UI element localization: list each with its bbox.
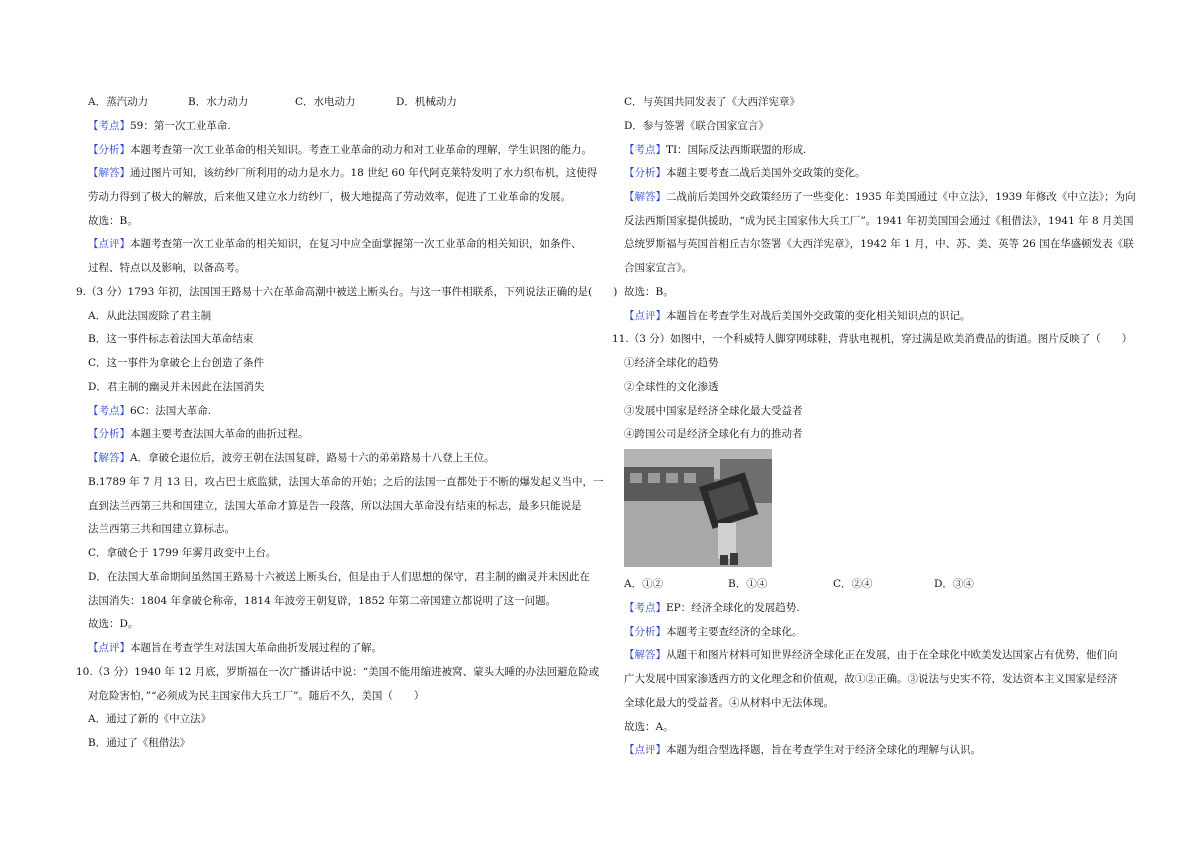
fenxi-tag: 【分析】 (624, 167, 666, 179)
q10-jieda-line3: 总统罗斯福与英国首相丘吉尔签署《大西洋宪章》，1942 年 1 月，中、苏、美、英等 26 国在华盛顿发表《联 (624, 238, 1134, 250)
q9-option-a: A．从此法国废除了君主制 (88, 310, 212, 322)
dianping-text: 本题旨在考查学生对战后美国外交政策的变化相关知识点的识记。 (666, 310, 971, 322)
q8-dianping (88, 238, 582, 251)
q11-options (624, 578, 974, 591)
q10-kaodian (624, 144, 807, 157)
q8-kaodian (88, 120, 231, 133)
q8-jieda-line2: 劳动力得到了极大的解放，后来他又建立水力纺纱厂，极大地提高了劳动效率，促进了工业革命的发展。 (88, 191, 571, 203)
jieda-tag: 【解答】 (88, 167, 130, 179)
q10-jieda (624, 191, 1136, 204)
q10-fenxi (624, 167, 866, 180)
q11-option-b: B．①④ (728, 578, 768, 590)
dianping-tag: 【点评】 (88, 642, 130, 654)
q9-option-d: D．君主制的幽灵并未因此在法国消失 (88, 381, 265, 393)
q9-c-line: C．拿破仑于 1799 年雾月政变中上台。 (88, 547, 277, 559)
q9-b-line2: 直到法兰西第三共和国建立，法国大革命才算是告一段落，所以法国大革命没有结束的标志，最多只能说是 (88, 500, 582, 512)
q8-options (88, 96, 457, 109)
kaodian-text: TI：国际反法西斯联盟的形成. (666, 144, 807, 156)
dianping-tag: 【点评】 (624, 310, 666, 322)
fenxi-text: 本题主要考查二战后美国外交政策的变化。 (666, 167, 866, 179)
fenxi-text: 本题主要考查法国大革命的曲折过程。 (130, 428, 309, 440)
jieda-text: 从题干和图片材料可知世界经济全球化正在发展，由于在全球化中欧美发达国家占有优势，他们向 (666, 649, 1118, 661)
kaodian-tag: 【考点】 (88, 405, 130, 417)
q10-option-a: A．通过了新的《中立法》 (88, 713, 212, 725)
q11-option-a: A．①② (624, 578, 664, 590)
kaodian-text: EP：经济全球化的发展趋势. (666, 602, 800, 614)
kaodian-text: 59：第一次工业革命. (130, 120, 231, 132)
photo-kuwaiti-man-carrying-tv (624, 449, 772, 567)
q11-fenxi (624, 626, 803, 639)
q8-answer: 故选：B。 (88, 215, 138, 227)
q10-stem-line2: 对危险害怕，”“必须成为民主国家伟大兵工厂”。随后不久，美国（ ） (88, 690, 425, 702)
q11-kaodian (624, 602, 800, 615)
dianping-text: 本题旨在考查学生对法国大革命曲折发展过程的了解。 (130, 642, 382, 654)
q9-option-b: B．这一事件标志着法国大革命结束 (88, 333, 254, 345)
q11-jieda-line3: 全球化最大的受益者。④从材料中无法体现。 (624, 697, 834, 709)
jieda-text: 二战前后美国外交政策经历了一些变化：1935 年美国通过《中立法》，1939 年修改《中立法》；为向 (666, 191, 1136, 203)
q11-jieda-line2: 广大发展中国家渗透西方的文化理念和价值观，故①②正确。③说法与史实不符，发达资本主义国家是经济 (624, 673, 1118, 685)
q9-fenxi (88, 428, 309, 441)
q9-dianping (88, 642, 382, 655)
q9-stem: 9.（3 分）1793 年初，法国国王路易十六在革命高潮中被送上断头台。与这一事件相联系，下列说法正确的是( ) (76, 286, 618, 298)
q8-dianping-line2: 过程、特点以及影响，以备高考。 (88, 262, 246, 274)
q10-dianping (624, 310, 971, 323)
q11-item-3: ③发展中国家是经济全球化最大受益者 (624, 405, 803, 417)
q8-option-d: D．机械动力 (396, 96, 457, 108)
dianping-text: 本题为组合型选择题，旨在考查学生对于经济全球化的理解与认识。 (666, 744, 981, 756)
kaodian-tag: 【考点】 (624, 602, 666, 614)
q11-option-d: D．③④ (934, 578, 974, 590)
q9-b-line1: B.1789 年 7 月 13 日，攻占巴士底监狱，法国大革命的开始；之后的法国一直都处于不断的爆发起义当中，一 (88, 476, 604, 488)
q8-option-a: A．蒸汽动力 (88, 96, 149, 108)
q11-dianping (624, 744, 981, 757)
q11-jieda (624, 649, 1118, 662)
dianping-tag: 【点评】 (624, 744, 666, 756)
q9-answer: 故选：D。 (88, 618, 139, 630)
q11-stem: 11.（3 分）如图中，一个科威特人脚穿网球鞋，背驮电视机，穿过满是欧美消费品的街道。图片反映了（ ） (612, 333, 1133, 345)
q9-d-line1: D．在法国大革命期间虽然国王路易十六被送上断头台，但是由于人们思想的保守，君主制的幽灵并未因此在 (88, 571, 590, 583)
fenxi-tag: 【分析】 (88, 144, 130, 156)
fenxi-text: 本题考主要查经济的全球化。 (666, 626, 803, 638)
jieda-tag: 【解答】 (624, 649, 666, 661)
q10-answer: 故选：B。 (624, 286, 674, 298)
q10-jieda-line2: 反法西斯国家提供援助，“成为民主国家伟大兵工厂”。1941 年初美国国会通过《租借法》，1941 年 8 月美国 (624, 215, 1134, 227)
q9-kaodian (88, 405, 211, 418)
jieda-text: A．拿破仑退位后，波旁王朝在法国复辟，路易十六的弟弟路易十八登上王位。 (130, 452, 495, 464)
dianping-text: 本题考查第一次工业革命的相关知识，在复习中应全面掌握第一次工业革命的相关知识，如条件、 (130, 238, 582, 250)
q8-option-c: C．水电动力 (295, 96, 356, 108)
dianping-tag: 【点评】 (88, 238, 130, 250)
kaodian-tag: 【考点】 (88, 120, 130, 132)
q11-answer: 故选：A。 (624, 721, 674, 733)
photo-illustration (624, 449, 772, 567)
q10-stem-line1: 10.（3 分）1940 年 12 月底，罗斯福在一次广播讲话中说：“美国不能用缩进被窝、蒙头大睡的办法回避危险或 (76, 666, 600, 678)
q10-option-d: D．参与签署《联合国家宣言》 (624, 120, 769, 132)
q11-option-c: C．②④ (833, 578, 873, 590)
q9-b-line3: 法兰西第三共和国建立算标志。 (88, 523, 235, 535)
kaodian-text: 6C：法国大革命. (130, 405, 212, 417)
q10-option-c: C．与英国共同发表了《大西洋宪章》 (624, 96, 801, 108)
fenxi-text: 本题考查第一次工业革命的相关知识。考查工业革命的动力和对工业革命的理解，学生识图的能力。 (130, 144, 592, 156)
q8-fenxi (88, 144, 592, 157)
q8-jieda (88, 167, 597, 180)
q9-jieda (88, 452, 495, 465)
q10-jieda-line4: 合国家宣言》。 (624, 262, 693, 274)
q9-option-c: C．这一事件为拿破仑上台创造了条件 (88, 357, 265, 369)
jieda-text: 通过图片可知，该纺纱厂所利用的动力是水力。18 世纪 60 年代阿克莱特发明了水力织布机，这使得 (130, 167, 598, 179)
q11-item-4: ④跨国公司是经济全球化有力的推动者 (624, 428, 803, 440)
q8-option-b: B．水力动力 (188, 96, 249, 108)
q10-option-b: B．通过了《租借法》 (88, 737, 191, 749)
kaodian-tag: 【考点】 (624, 144, 666, 156)
fenxi-tag: 【分析】 (624, 626, 666, 638)
q9-d-line2: 法国消失：1804 年拿破仑称帝，1814 年波旁王朝复辟，1852 年第二帝国建立都说明了这一问题。 (88, 595, 557, 607)
jieda-tag: 【解答】 (88, 452, 130, 464)
fenxi-tag: 【分析】 (88, 428, 130, 440)
jieda-tag: 【解答】 (624, 191, 666, 203)
q11-item-1: ①经济全球化的趋势 (624, 357, 719, 369)
q11-item-2: ②全球性的文化渗透 (624, 381, 719, 393)
